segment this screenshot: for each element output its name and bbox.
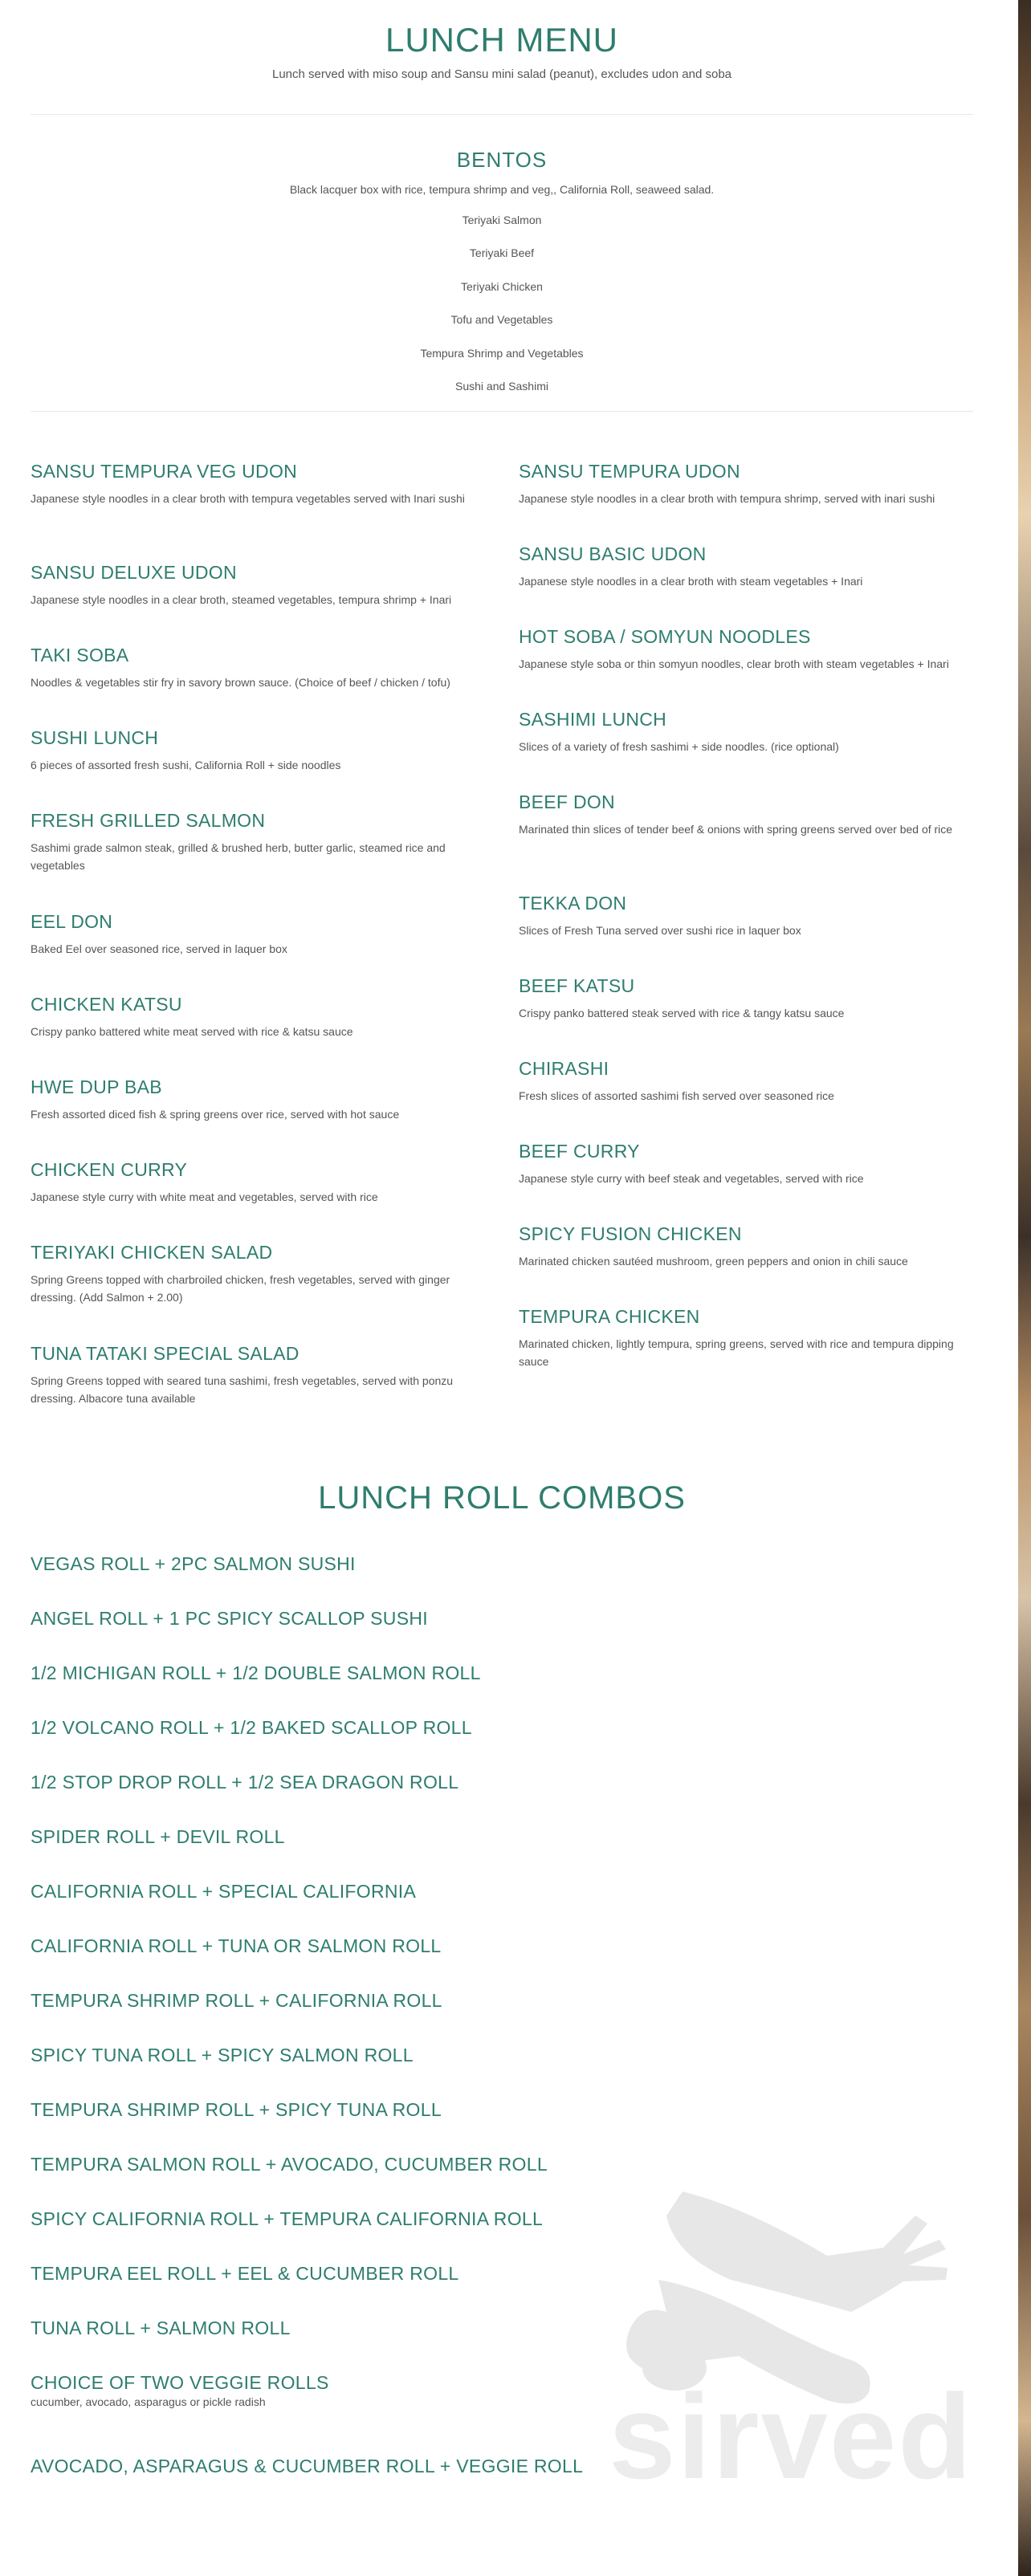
menu-item-name: HWE DUP BAB <box>31 1076 162 1097</box>
menu-item-name: SPICY FUSION CHICKEN <box>519 1223 742 1244</box>
menu-item-description: Fresh slices of assorted sashimi fish served over seasoned rice <box>519 1089 834 1102</box>
background-edge-strip <box>1018 0 1031 2576</box>
menu-item-name: BEEF KATSU <box>519 975 635 996</box>
bento-item: Teriyaki Salmon <box>462 214 542 226</box>
combo-item-name: SPICY TUNA ROLL + SPICY SALMON ROLL <box>31 2045 414 2065</box>
combo-item-name: 1/2 STOP DROP ROLL + 1/2 SEA DRAGON ROLL <box>31 1772 459 1793</box>
menu-item <box>31 1341 480 1443</box>
menu-item-description: Japanese style noodles in a clear broth, steamed vegetables, tempura shrimp + Inari <box>31 593 452 606</box>
menu-item <box>31 1240 480 1341</box>
menu-item-description: Noodles & vegetables stir fry in savory brown sauce. (Choice of beef / chicken / tofu) <box>31 676 450 689</box>
menu-item <box>519 891 968 974</box>
combo-item-name: VEGAS ROLL + 2PC SALMON SUSHI <box>31 1553 356 1574</box>
combo-item <box>31 2094 753 2148</box>
combo-item-name: 1/2 VOLCANO ROLL + 1/2 BAKED SCALLOP ROLL <box>31 1717 472 1738</box>
combo-item-name: CALIFORNIA ROLL + TUNA OR SALMON ROLL <box>31 1935 442 1956</box>
menu-item <box>519 707 968 790</box>
combo-item <box>31 1657 753 1711</box>
menu-item-description: Sashimi grade salmon steak, grilled & brushed herb, butter garlic, steamed rice and vegetables <box>31 841 446 872</box>
combo-item-name: TEMPURA SHRIMP ROLL + SPICY TUNA ROLL <box>31 2099 442 2120</box>
menu-item <box>31 560 480 643</box>
menu-item-description: Japanese style curry with beef steak and vegetables, served with rice <box>519 1172 864 1185</box>
menu-item <box>519 542 968 625</box>
menu-item <box>31 459 480 560</box>
menu-item-description: Slices of a variety of fresh sashimi + side noodles. (rice optional) <box>519 740 839 753</box>
menu-item-name: EEL DON <box>31 911 113 932</box>
menu-item-description: Marinated chicken sautéed mushroom, green peppers and onion in chili sauce <box>519 1255 908 1268</box>
combo-item-name: TEMPURA SHRIMP ROLL + CALIFORNIA ROLL <box>31 1990 442 2011</box>
combo-item <box>31 1602 753 1657</box>
menu-item-description: Marinated chicken, lightly tempura, spring greens, served with rice and tempura dipping sauce <box>519 1337 954 1368</box>
combo-item-name: TUNA ROLL + SALMON ROLL <box>31 2318 291 2338</box>
menu-item-name: BEEF DON <box>519 792 615 812</box>
menu-item-name: SANSU BASIC UDON <box>519 543 707 564</box>
menu-item-name: BEEF CURRY <box>519 1141 640 1162</box>
menu-item-name: SASHIMI LUNCH <box>519 709 667 730</box>
page-title: LUNCH MENU <box>385 21 618 59</box>
bento-item: Teriyaki Beef <box>469 246 535 260</box>
bento-list <box>0 214 1004 413</box>
combo-item <box>31 1875 753 1930</box>
combo-item <box>31 1821 753 1875</box>
menu-item <box>519 1304 968 1406</box>
menu-item-name: TEMPURA CHICKEN <box>519 1306 700 1327</box>
combo-item <box>31 1711 753 1766</box>
menu-item-description: Crispy panko battered steak served with rice & tangy katsu sauce <box>519 1007 845 1019</box>
menu-item <box>31 726 480 808</box>
menu-item <box>31 992 480 1075</box>
menu-item <box>31 910 480 992</box>
bento-item: Tempura Shrimp and Vegetables <box>420 346 584 360</box>
menu-item-name: SUSHI LUNCH <box>31 727 159 748</box>
menu-item-name: CHICKEN CURRY <box>31 1159 188 1180</box>
combo-item-name: ANGEL ROLL + 1 PC SPICY SCALLOP SUSHI <box>31 1608 428 1629</box>
menu-item-name: FRESH GRILLED SALMON <box>31 810 266 831</box>
menu-item <box>519 1139 968 1222</box>
menu-item <box>31 1158 480 1240</box>
watermark-text: sirved <box>609 2369 973 2504</box>
menu-item-description: Spring Greens topped with charbroiled chicken, fresh vegetables, served with ginger dressing. (Add Salmon + 2.00) <box>31 1273 450 1304</box>
menu-item-description: Japanese style soba or thin somyun noodles, clear broth with steam vegetables + Inari <box>519 657 949 670</box>
menu-item-description: Japanese style noodles in a clear broth with tempura shrimp, served with inari sushi <box>519 492 935 505</box>
combo-item-name: AVOCADO, ASPARAGUS & CUCUMBER ROLL + VEGGIE ROLL <box>31 2456 584 2476</box>
menu-item <box>31 1075 480 1158</box>
menu-item-name: SANSU TEMPURA VEG UDON <box>31 461 298 482</box>
menu-column-right <box>519 459 968 1406</box>
menu-item <box>519 625 968 707</box>
combo-item <box>31 1548 753 1602</box>
bento-item: Tofu and Vegetables <box>450 313 553 327</box>
divider <box>31 114 973 115</box>
menu-item-name: SANSU DELUXE UDON <box>31 562 237 583</box>
menu-item-description: Crispy panko battered white meat served with rice & katsu sauce <box>31 1025 353 1038</box>
menu-item-description: Japanese style noodles in a clear broth with steam vegetables + Inari <box>519 575 863 588</box>
combo-item-name: 1/2 MICHIGAN ROLL + 1/2 DOUBLE SALMON ROLL <box>31 1662 481 1683</box>
menu-item-name: CHICKEN KATSU <box>31 994 182 1015</box>
menu-item <box>519 790 968 891</box>
combo-item-name: CALIFORNIA ROLL + SPECIAL CALIFORNIA <box>31 1881 417 1902</box>
menu-item-description: Slices of Fresh Tuna served over sushi rice in laquer box <box>519 924 801 937</box>
menu-item <box>31 643 480 726</box>
combos-title: LUNCH ROLL COMBOS <box>318 1480 686 1516</box>
menu-item-description: Spring Greens topped with seared tuna sashimi, fresh vegetables, served with ponzu dressing. Albacore tuna available <box>31 1374 454 1405</box>
combo-item-name: TEMPURA SALMON ROLL + AVOCADO, CUCUMBER ROLL <box>31 2154 548 2175</box>
menu-item-description: Japanese style curry with white meat and vegetables, served with rice <box>31 1190 378 1203</box>
menu-item-name: TEKKA DON <box>519 893 627 914</box>
menu-item-name: CHIRASHI <box>519 1058 609 1079</box>
bentos-description: Black lacquer box with rice, tempura shrimp and veg,, California Roll, seaweed salad. <box>289 183 715 196</box>
menu-item-description: Japanese style noodles in a clear broth with tempura vegetables served with Inari sushi <box>31 492 465 505</box>
menu-item <box>519 974 968 1056</box>
combo-item <box>31 1766 753 1821</box>
menu-item-name: HOT SOBA / SOMYUN NOODLES <box>519 626 811 647</box>
menu-item-name: TERIYAKI CHICKEN SALAD <box>31 1242 273 1263</box>
menu-item-name: TAKI SOBA <box>31 645 129 665</box>
combo-item-name: TEMPURA EEL ROLL + EEL & CUCUMBER ROLL <box>31 2263 459 2284</box>
bento-item: Sushi and Sashimi <box>455 379 548 393</box>
menu-item-description: Marinated thin slices of tender beef & onions with spring greens served over bed of rice <box>519 823 953 836</box>
combo-item-name: SPIDER ROLL + DEVIL ROLL <box>31 1826 285 1847</box>
menu-item-description: Fresh assorted diced fish & spring greens over rice, served with hot sauce <box>31 1108 400 1121</box>
combo-item <box>31 1984 753 2039</box>
menu-item <box>519 459 968 542</box>
divider <box>31 411 973 412</box>
combo-item-description: cucumber, avocado, asparagus or pickle radish <box>31 2395 266 2408</box>
menu-item-name: SANSU TEMPURA UDON <box>519 461 740 482</box>
bento-item: Teriyaki Chicken <box>461 279 543 293</box>
combo-item <box>31 1930 753 1984</box>
menu-item-name: TUNA TATAKI SPECIAL SALAD <box>31 1343 300 1364</box>
menu-item-description: Baked Eel over seasoned rice, served in laquer box <box>31 942 287 955</box>
menu-item <box>519 1222 968 1304</box>
bentos-title: BENTOS <box>456 148 548 172</box>
combo-item-name: CHOICE OF TWO VEGGIE ROLLS <box>31 2372 329 2393</box>
menu-item-description: 6 pieces of assorted fresh sushi, California Roll + side noodles <box>31 759 341 771</box>
page-subtitle: Lunch served with miso soup and Sansu mini salad (peanut), excludes udon and soba <box>271 67 732 81</box>
menu-column-left <box>31 459 480 1443</box>
menu-item <box>519 1056 968 1139</box>
combo-item-name: SPICY CALIFORNIA ROLL + TEMPURA CALIFORNIA ROLL <box>31 2208 544 2229</box>
combo-item <box>31 2039 753 2094</box>
menu-item <box>31 808 480 910</box>
